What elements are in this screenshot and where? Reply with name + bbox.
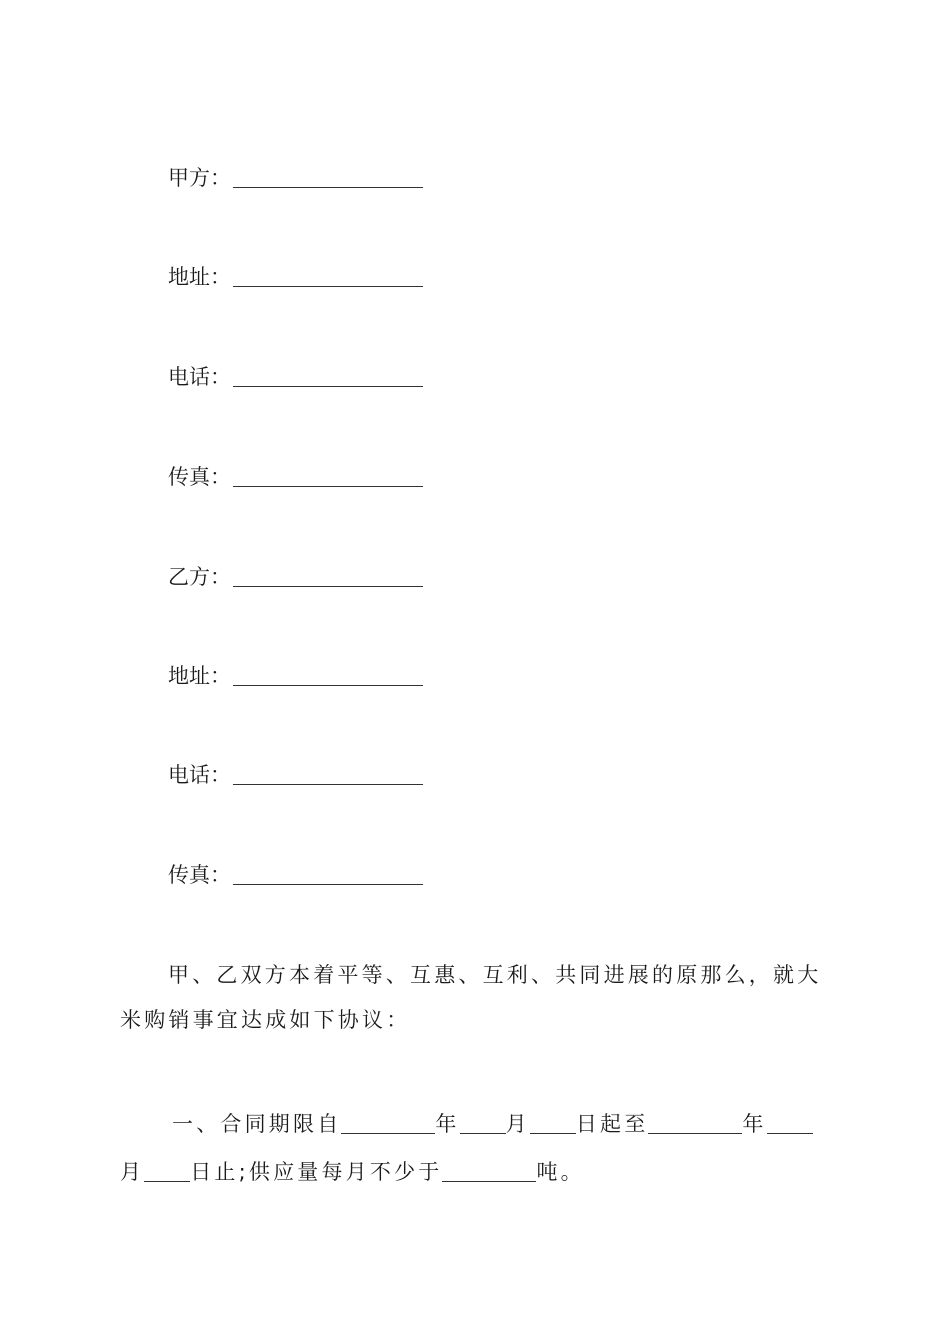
preamble-paragraph: 甲、乙双方本着平等、互惠、互利、共同进展的原那么，就大米购销事宜达成如下协议： bbox=[120, 963, 822, 1032]
party-a-address-label: 地址： bbox=[168, 265, 231, 289]
party-a-address-blank[interactable] bbox=[233, 262, 423, 287]
party-b-fax-blank[interactable] bbox=[233, 860, 423, 885]
party-a-name-row bbox=[168, 163, 423, 193]
party-b-phone-label: 电话： bbox=[168, 763, 231, 787]
party-a-fax-blank[interactable] bbox=[233, 462, 423, 487]
party-a-name-blank[interactable] bbox=[233, 163, 423, 188]
party-a-phone-blank[interactable] bbox=[233, 362, 423, 387]
monthly-supply-blank[interactable] bbox=[442, 1157, 536, 1182]
supply-unit-label: 吨。 bbox=[536, 1160, 585, 1184]
party-a-fax-row bbox=[168, 462, 423, 492]
party-a-name-label: 甲方： bbox=[168, 166, 231, 190]
clause-one-lead: 一、合同期限自 bbox=[172, 1112, 342, 1136]
clause-one-line-2 bbox=[120, 1157, 585, 1187]
party-a-address-row bbox=[168, 262, 423, 292]
party-b-phone-blank[interactable] bbox=[233, 760, 423, 785]
party-b-address-label: 地址： bbox=[168, 664, 231, 688]
party-a-phone-label: 电话： bbox=[168, 365, 231, 389]
party-b-name-blank[interactable] bbox=[233, 562, 423, 587]
end-year-blank[interactable] bbox=[648, 1109, 742, 1134]
party-b-fax-label: 传真： bbox=[168, 863, 231, 887]
start-day-blank[interactable] bbox=[530, 1109, 576, 1134]
party-b-name-row bbox=[168, 562, 423, 592]
start-month-blank[interactable] bbox=[460, 1109, 506, 1134]
start-year-blank[interactable] bbox=[341, 1109, 435, 1134]
end-year-label: 年 bbox=[742, 1112, 767, 1136]
start-day-label: 日起至 bbox=[575, 1112, 649, 1136]
end-month-label: 月 bbox=[120, 1160, 145, 1184]
clause-one-line-1 bbox=[172, 1109, 813, 1139]
end-day-label: 日止;供应量每月不少于 bbox=[190, 1160, 443, 1184]
party-b-name-label: 乙方： bbox=[168, 565, 231, 589]
start-year-label: 年 bbox=[435, 1112, 460, 1136]
party-b-address-row bbox=[168, 661, 423, 691]
end-month-blank[interactable] bbox=[767, 1109, 813, 1134]
end-day-blank[interactable] bbox=[144, 1157, 190, 1182]
party-b-address-blank[interactable] bbox=[233, 661, 423, 686]
party-b-phone-row bbox=[168, 760, 423, 790]
party-b-fax-row bbox=[168, 860, 423, 890]
party-a-fax-label: 传真： bbox=[168, 465, 231, 489]
start-month-label: 月 bbox=[505, 1112, 530, 1136]
party-a-phone-row bbox=[168, 362, 423, 392]
